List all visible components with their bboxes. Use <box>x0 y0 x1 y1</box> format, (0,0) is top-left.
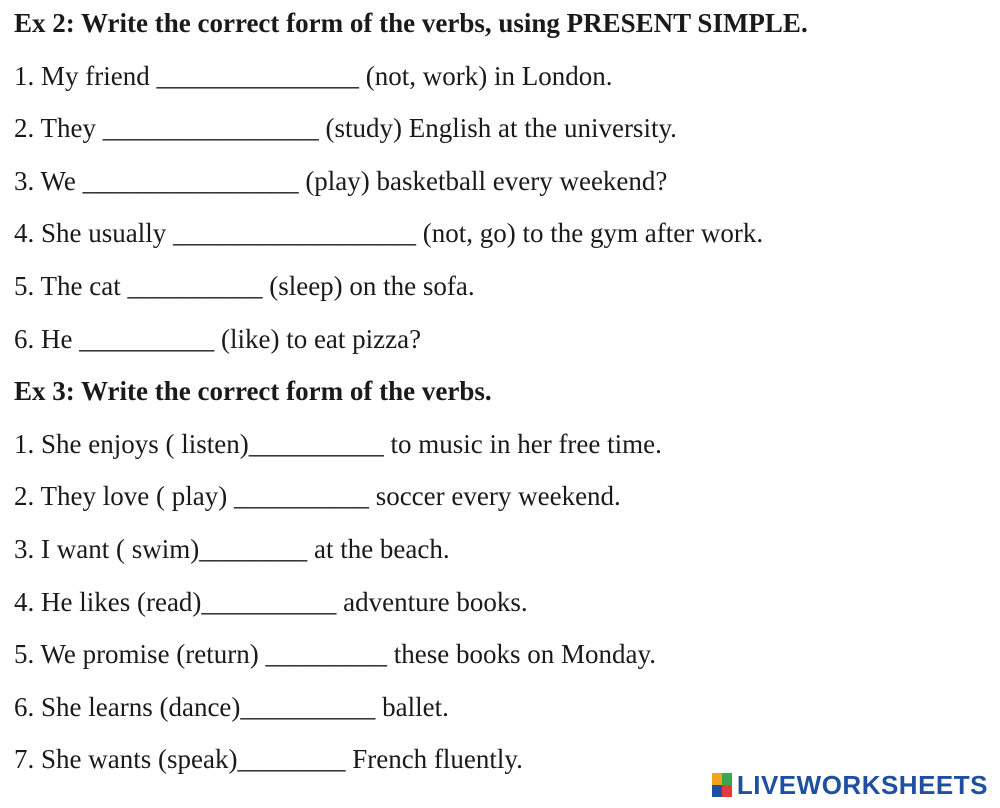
exercise-2-item-1: 1. My friend _______________ (not, work) in London. <box>14 60 613 91</box>
exercise-3-item-3: 3. I want ( swim)________ at the beach. <box>14 533 450 564</box>
exercise-3-item-2: 2. They love ( play) __________ soccer every weekend. <box>14 481 621 512</box>
exercise-3-item-1: 1. She enjoys ( listen)__________ to music in her free time. <box>14 428 662 459</box>
exercise-2-item-4: 4. She usually __________________ (not, go) to the gym after work. <box>14 218 764 249</box>
liveworksheets-logo-icon <box>712 773 732 797</box>
liveworksheets-watermark <box>712 770 988 800</box>
exercise-3-heading: Ex 3: Write the correct form of the verbs. <box>14 376 492 407</box>
exercise-2-item-2: 2. They ________________ (study) English at the university. <box>14 113 677 144</box>
exercise-3-item-5: 5. We promise (return) _________ these books on Monday. <box>14 639 656 670</box>
exercise-2-item-5: 5. The cat __________ (sleep) on the sofa. <box>14 270 475 301</box>
exercise-2-item-6: 6. He __________ (like) to eat pizza? <box>14 323 422 354</box>
exercise-3-item-4: 4. He likes (read)__________ adventure books. <box>14 586 528 617</box>
watermark-text: LIVEWORKSHEETS <box>736 769 988 800</box>
worksheet <box>14 4 994 778</box>
exercise-2-item-3: 3. We ________________ (play) basketball every weekend? <box>14 165 668 196</box>
exercise-2-heading: Ex 2: Write the correct form of the verbs, using PRESENT SIMPLE. <box>14 8 808 38</box>
exercise-3-item-6: 6. She learns (dance)__________ ballet. <box>14 691 449 722</box>
exercise-3-item-7: 7. She wants (speak)________ French fluently. <box>14 744 523 775</box>
